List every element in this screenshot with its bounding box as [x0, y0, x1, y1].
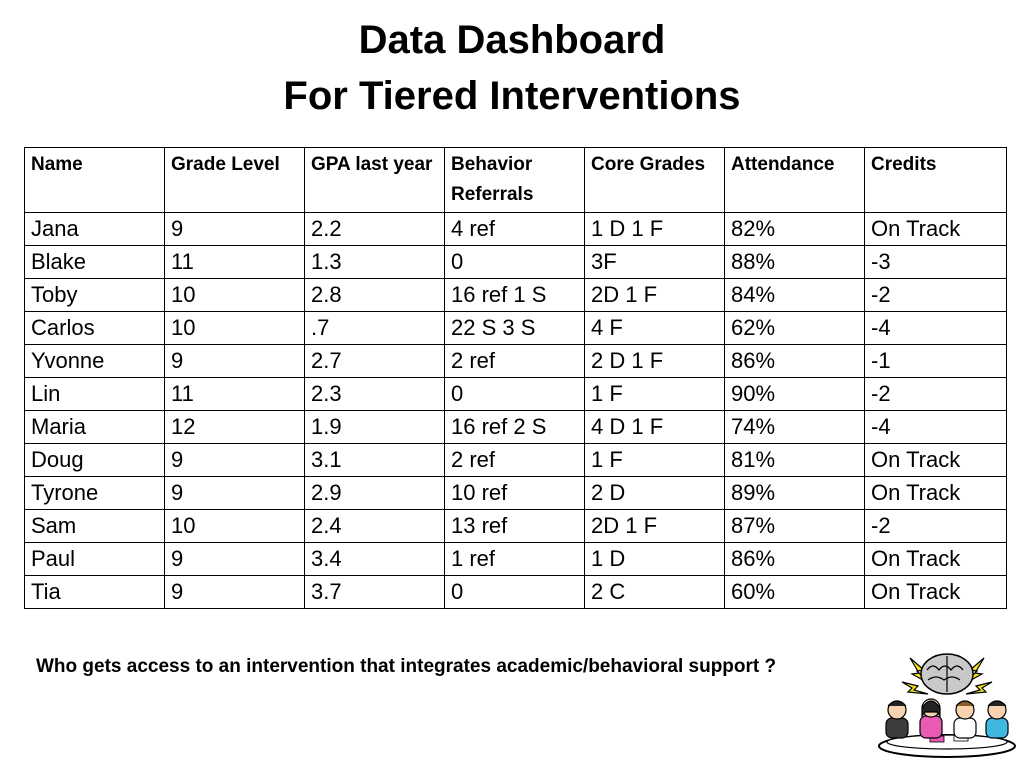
cell-name: Doug	[25, 444, 165, 477]
cell-credits: On Track	[865, 543, 1007, 576]
cell-credits: -3	[865, 246, 1007, 279]
cell-grade-level: 9	[165, 345, 305, 378]
cell-credits: On Track	[865, 444, 1007, 477]
cell-core-grades: 1 F	[585, 378, 725, 411]
table-header-row	[25, 148, 1007, 213]
cell-name: Lin	[25, 378, 165, 411]
table-row	[25, 213, 1007, 246]
cell-core-grades: 3F	[585, 246, 725, 279]
cell-behavior-referrals: 2 ref	[445, 444, 585, 477]
cell-attendance: 82%	[725, 213, 865, 246]
cell-behavior-referrals: 0	[445, 576, 585, 609]
cell-attendance: 60%	[725, 576, 865, 609]
title-line-2: For Tiered Interventions	[283, 74, 741, 118]
cell-name: Tyrone	[25, 477, 165, 510]
cell-behavior-referrals: 13 ref	[445, 510, 585, 543]
header-grade-level: Grade Level	[165, 148, 305, 213]
cell-gpa: 1.9	[305, 411, 445, 444]
cell-behavior-referrals: 0	[445, 246, 585, 279]
cell-name: Jana	[25, 213, 165, 246]
cell-grade-level: 9	[165, 576, 305, 609]
cell-credits: On Track	[865, 213, 1007, 246]
cell-behavior-referrals: 10 ref	[445, 477, 585, 510]
data-dashboard-table	[24, 147, 1007, 609]
cell-gpa: 2.4	[305, 510, 445, 543]
table-row	[25, 543, 1007, 576]
cell-gpa: 2.8	[305, 279, 445, 312]
header-gpa: GPA last year	[305, 148, 445, 213]
table-row	[25, 477, 1007, 510]
cell-core-grades: 4 D 1 F	[585, 411, 725, 444]
cell-credits: -4	[865, 411, 1007, 444]
cell-core-grades: 1 D 1 F	[585, 213, 725, 246]
cell-credits: On Track	[865, 576, 1007, 609]
cell-gpa: .7	[305, 312, 445, 345]
cell-attendance: 90%	[725, 378, 865, 411]
cell-behavior-referrals: 4 ref	[445, 213, 585, 246]
cell-name: Blake	[25, 246, 165, 279]
cell-core-grades: 2D 1 F	[585, 510, 725, 543]
cell-gpa: 3.7	[305, 576, 445, 609]
cell-grade-level: 9	[165, 543, 305, 576]
cell-grade-level: 11	[165, 246, 305, 279]
table-row	[25, 345, 1007, 378]
page-title	[0, 12, 1024, 124]
cell-grade-level: 9	[165, 477, 305, 510]
cell-attendance: 81%	[725, 444, 865, 477]
cell-grade-level: 11	[165, 378, 305, 411]
table-row	[25, 444, 1007, 477]
cell-name: Tia	[25, 576, 165, 609]
cell-core-grades: 4 F	[585, 312, 725, 345]
cell-credits: -2	[865, 378, 1007, 411]
cell-behavior-referrals: 22 S 3 S	[445, 312, 585, 345]
cell-attendance: 62%	[725, 312, 865, 345]
cell-gpa: 2.9	[305, 477, 445, 510]
cell-attendance: 74%	[725, 411, 865, 444]
cell-core-grades: 1 D	[585, 543, 725, 576]
table-row	[25, 411, 1007, 444]
cell-grade-level: 9	[165, 444, 305, 477]
cell-behavior-referrals: 16 ref 2 S	[445, 411, 585, 444]
team-brainstorm-icon	[872, 648, 1022, 760]
cell-attendance: 84%	[725, 279, 865, 312]
cell-credits: On Track	[865, 477, 1007, 510]
cell-grade-level: 9	[165, 213, 305, 246]
table-row	[25, 279, 1007, 312]
table-row	[25, 576, 1007, 609]
cell-credits: -2	[865, 279, 1007, 312]
cell-behavior-referrals: 16 ref 1 S	[445, 279, 585, 312]
brain-icon	[921, 654, 973, 694]
table-row	[25, 246, 1007, 279]
header-attendance: Attendance	[725, 148, 865, 213]
cell-core-grades: 2 C	[585, 576, 725, 609]
cell-gpa: 2.2	[305, 213, 445, 246]
cell-behavior-referrals: 1 ref	[445, 543, 585, 576]
cell-name: Maria	[25, 411, 165, 444]
cell-grade-level: 12	[165, 411, 305, 444]
title-line-1: Data Dashboard	[358, 18, 666, 62]
cell-credits: -4	[865, 312, 1007, 345]
cell-name: Toby	[25, 279, 165, 312]
cell-attendance: 88%	[725, 246, 865, 279]
cell-name: Carlos	[25, 312, 165, 345]
cell-gpa: 1.3	[305, 246, 445, 279]
table-row	[25, 378, 1007, 411]
header-core-grades: Core Grades	[585, 148, 725, 213]
cell-name: Paul	[25, 543, 165, 576]
cell-gpa: 2.7	[305, 345, 445, 378]
cell-core-grades: 2D 1 F	[585, 279, 725, 312]
cell-credits: -1	[865, 345, 1007, 378]
cell-credits: -2	[865, 510, 1007, 543]
header-name: Name	[25, 148, 165, 213]
header-behavior-referrals: Behavior Referrals	[445, 148, 585, 213]
cell-name: Yvonne	[25, 345, 165, 378]
cell-grade-level: 10	[165, 312, 305, 345]
table-row	[25, 510, 1007, 543]
cell-core-grades: 2 D 1 F	[585, 345, 725, 378]
cell-attendance: 86%	[725, 543, 865, 576]
cell-attendance: 87%	[725, 510, 865, 543]
cell-attendance: 89%	[725, 477, 865, 510]
table-row	[25, 312, 1007, 345]
cell-gpa: 2.3	[305, 378, 445, 411]
cell-core-grades: 2 D	[585, 477, 725, 510]
cell-gpa: 3.4	[305, 543, 445, 576]
cell-grade-level: 10	[165, 510, 305, 543]
cell-name: Sam	[25, 510, 165, 543]
cell-behavior-referrals: 0	[445, 378, 585, 411]
cell-behavior-referrals: 2 ref	[445, 345, 585, 378]
cell-attendance: 86%	[725, 345, 865, 378]
cell-grade-level: 10	[165, 279, 305, 312]
cell-core-grades: 1 F	[585, 444, 725, 477]
question-text: Who gets access to an intervention that integrates academic/behavioral support ?	[36, 656, 777, 677]
header-credits: Credits	[865, 148, 1007, 213]
cell-gpa: 3.1	[305, 444, 445, 477]
